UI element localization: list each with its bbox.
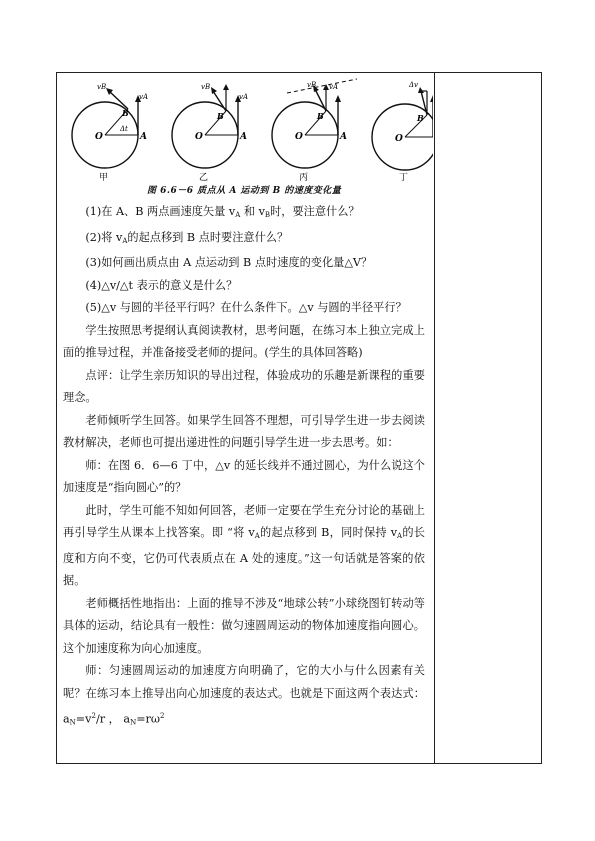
paragraph-comment: 点评：让学生亲历知识的导出过程，体验成功的乐趣是新课程的重要理念。 <box>63 368 425 404</box>
svg-text:B: B <box>217 111 224 121</box>
svg-text:Δt: Δt <box>120 125 128 133</box>
paragraph-summary: 老师概括性地指出：上面的推导不涉及“地球公转”小球绕图钉转动等具体的运动，结论具有一般性：做匀速圆周运动的物体加速度指向圆心。这个加速度称为向心加速度。 <box>63 596 425 655</box>
svg-text:Δv: Δv <box>409 81 419 89</box>
svg-text:O: O <box>95 132 103 142</box>
svg-text:A: A <box>340 132 347 142</box>
question-3: (3)如何画出质点由 A 点运动到 B 点时速度的变化量△V？ <box>85 256 373 269</box>
figure-caption: 图 6.6－6 质点从 A 运动到 B 的速度变化量 <box>147 186 342 196</box>
svg-text:vA: vA <box>329 83 339 91</box>
svg-text:A: A <box>140 132 147 142</box>
lesson-table <box>56 72 542 764</box>
svg-text:vB: vB <box>201 83 211 91</box>
column-divider <box>434 73 435 763</box>
panel-bing <box>272 79 357 183</box>
paragraph-teacher-question: 师：在图 6．6—6 丁中，△v 的延长线并不通过圆心，为什么说这个加速度是“指向圆心”的？ <box>63 458 425 494</box>
paragraph-formula: 师：匀速圆周运动的加速度方向明确了，它的大小与什么因素有关呢？在练习本上推导出向心加速度的表达式。也就是下面这两个表达式：$a_N=v^2/r$ ， $a_N=r\omega^2$ <box>63 664 425 727</box>
svg-text:vA: vA <box>239 93 249 101</box>
question-5: (5)△v 与圆的半径平行吗？在什么条件下。△v 与圆的半径平行？ <box>85 301 407 314</box>
panel-label-yi: 乙 <box>199 173 209 183</box>
svg-text:vB: vB <box>97 83 107 91</box>
svg-text:O: O <box>295 132 303 142</box>
svg-text:A: A <box>240 132 247 142</box>
paragraph-guidance: 此时，学生可能不知如何回答，老师一定要在学生充分讨论的基础上再引导学生从课本上找答案。即 “将 $v_A$的起点移到 B，同时保持 $v_A$的长度和方向不变，它仍可代表质点在 A 处的速度。”这一句话就是答案的依据。 <box>63 503 425 587</box>
lesson-text <box>63 201 425 734</box>
question-1: (1)在 A、B 两点画速度矢量 $v_A$ 和 $v_B$时，要注意什么？ <box>85 205 360 219</box>
svg-text:vA: vA <box>139 93 149 101</box>
svg-text:vB: vB <box>307 81 317 89</box>
svg-text:B: B <box>317 111 324 121</box>
svg-text:O: O <box>395 134 403 144</box>
question-2: (2)将 $v_A$的起点移到 B 点时要注意什么？ <box>85 230 289 245</box>
svg-text:B: B <box>122 108 129 118</box>
paragraph-student-reading: 学生按照思考提纲认真阅读教材，思考问题，在练习本上独立完成上面的推导过程，并准备接受老师的提问。(学生的具体回答略) <box>63 323 425 359</box>
question-4: (4)△v/△t 表示的意义是什么？ <box>85 278 238 292</box>
panel-jia <box>72 83 148 183</box>
panel-yi <box>172 83 248 183</box>
svg-text:O: O <box>195 132 203 142</box>
velocity-change-figure <box>65 77 433 197</box>
panel-label-jia: 甲 <box>99 173 109 183</box>
svg-text:B: B <box>417 113 424 123</box>
panel-label-ding: 丁 <box>399 173 409 183</box>
panel-label-bing: 丙 <box>299 173 309 183</box>
paragraph-teacher-listen: 老师倾听学生回答。如果学生回答不理想，可引导学生进一步去阅读教材解决，老师也可提出递进性的问题引导学生进一步去思考。如： <box>63 413 425 449</box>
panel-ding <box>372 81 433 183</box>
